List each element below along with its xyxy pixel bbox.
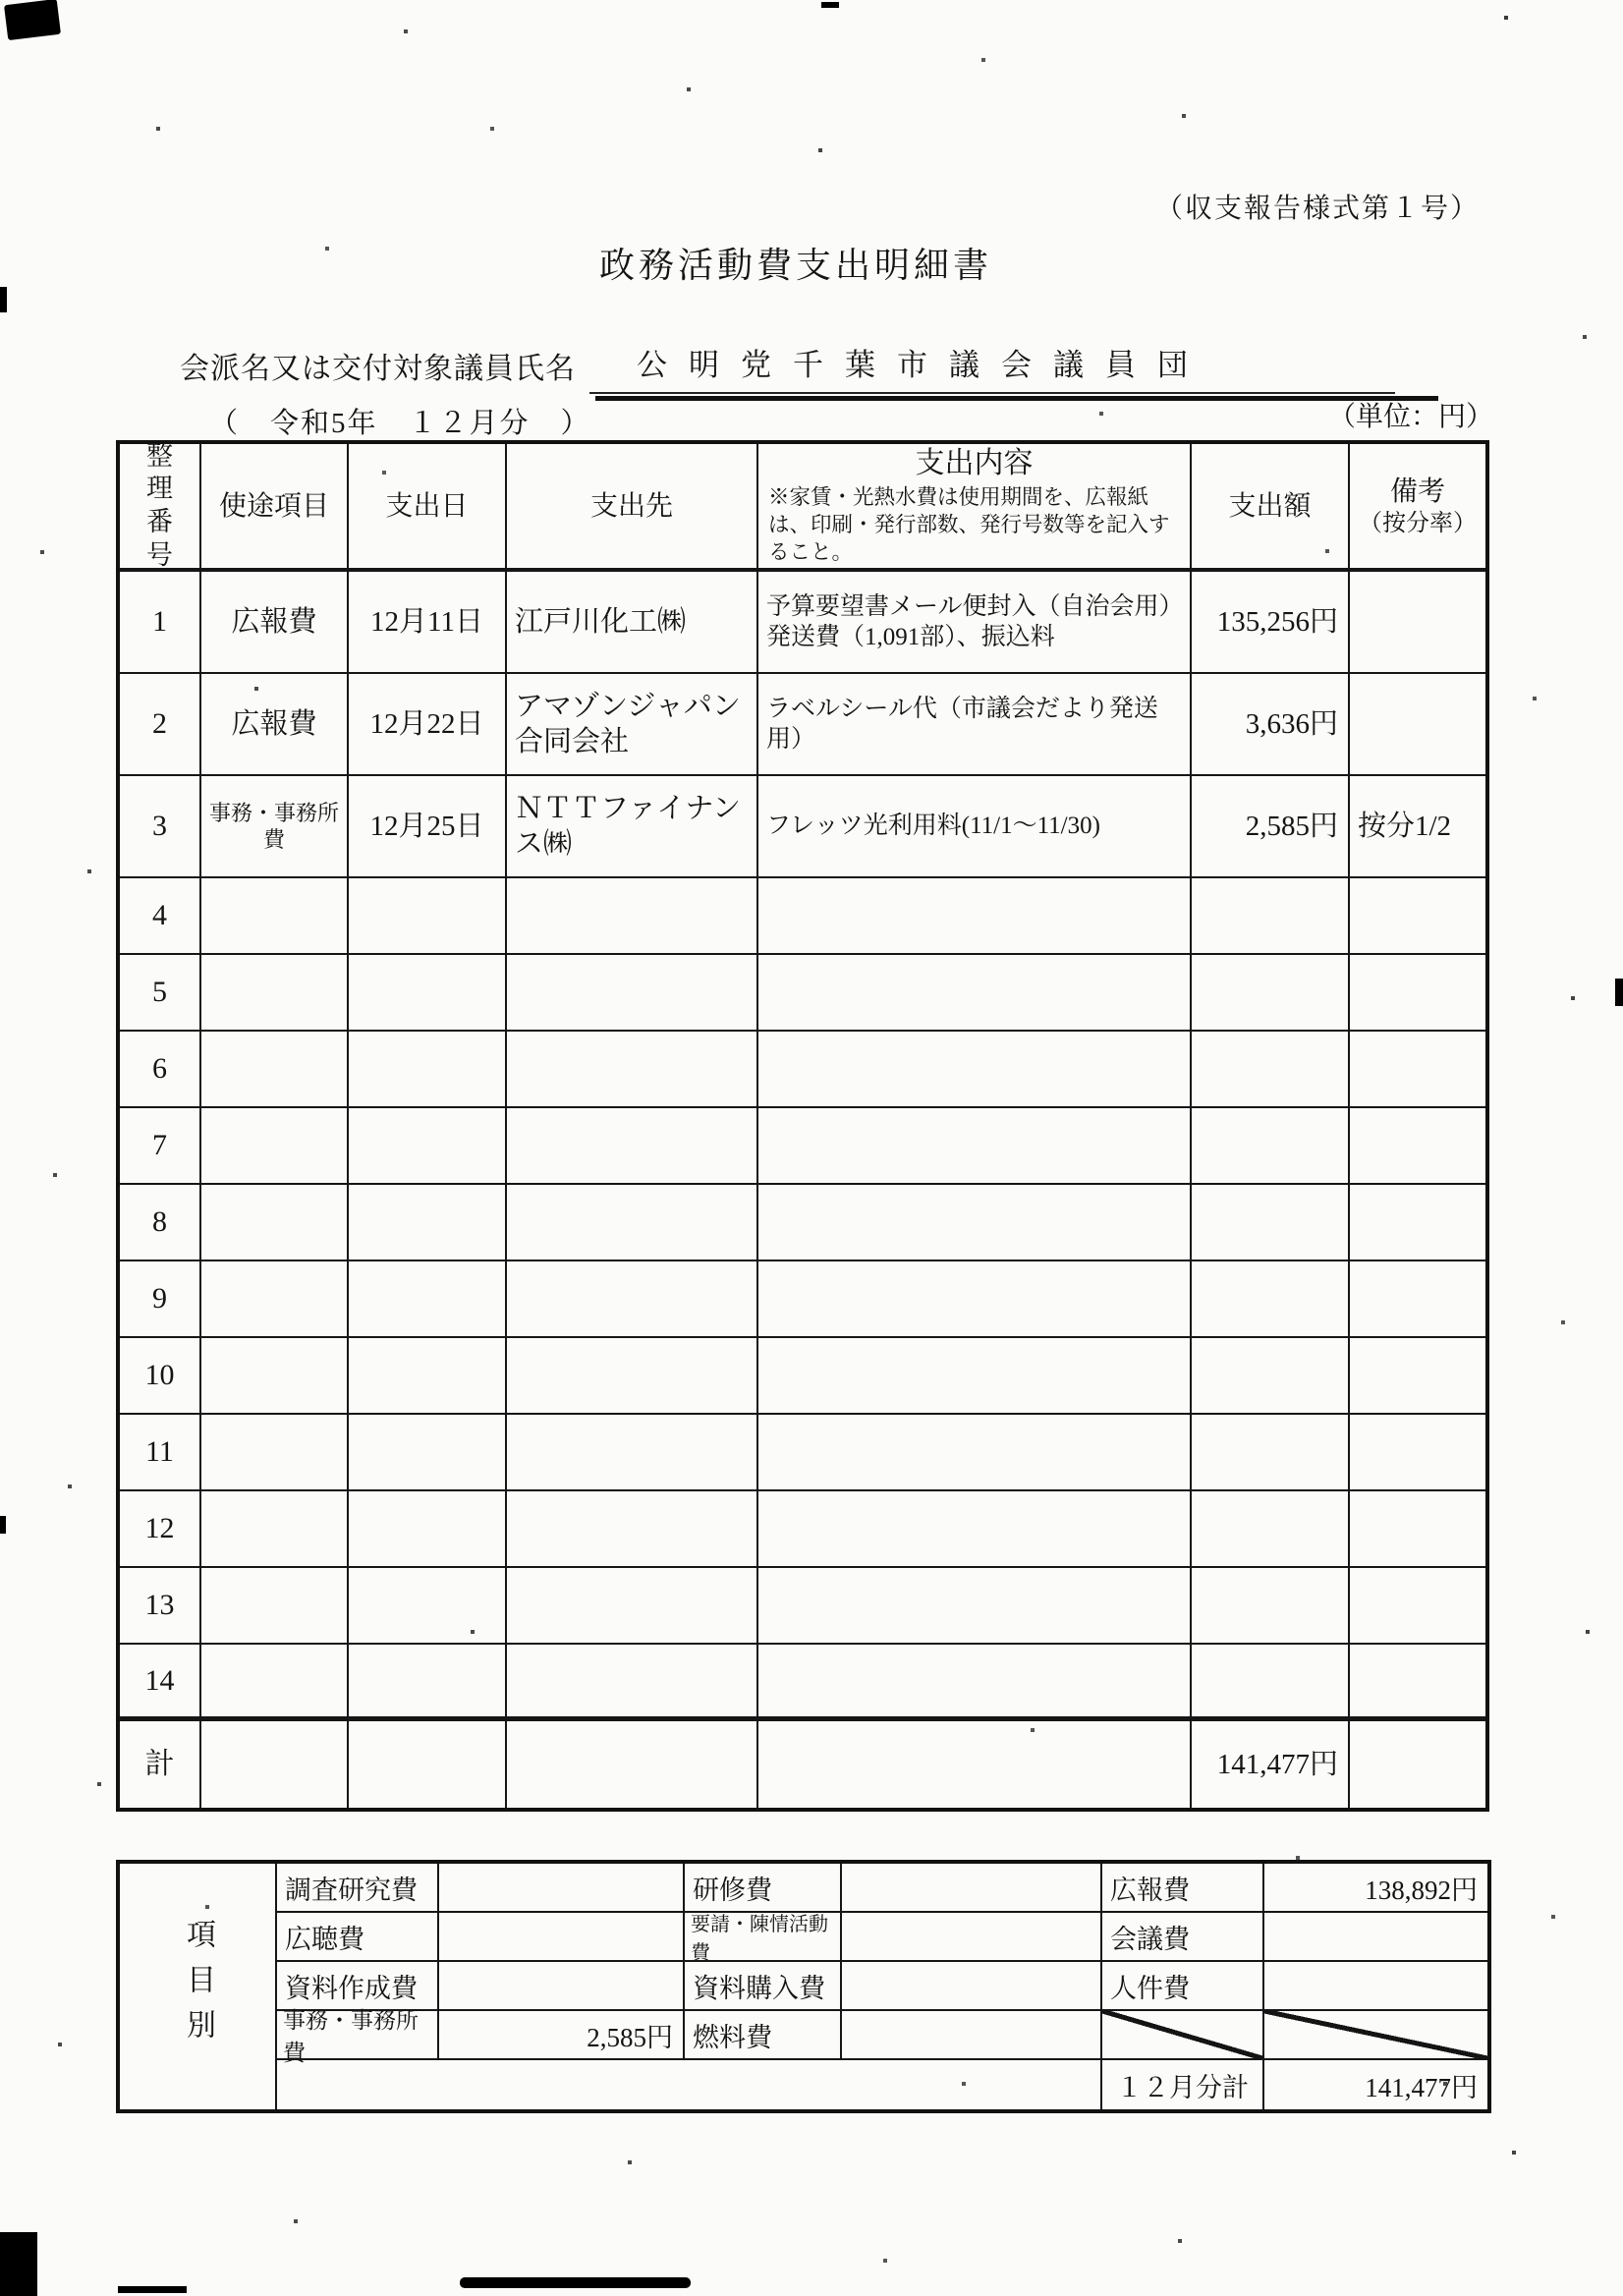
total-row-label: 計 <box>120 1721 201 1808</box>
row-5-content <box>758 955 1192 1032</box>
row-13-date <box>349 1568 507 1645</box>
row-3-no: 3 <box>120 776 201 878</box>
row-9-no: 9 <box>120 1261 201 1338</box>
row-5-category <box>201 955 349 1032</box>
row-3-amount: 2,585円 <box>1192 776 1350 878</box>
row-10-category <box>201 1338 349 1415</box>
period-label: （ 令和5年 １２月分 ） <box>209 408 591 439</box>
row-11-amount <box>1192 1415 1350 1491</box>
summary-label-training: 研修費 <box>685 1864 842 1913</box>
row-10-payee <box>507 1338 758 1415</box>
row-6-category <box>201 1032 349 1108</box>
summary-table <box>116 1860 1491 2113</box>
row-12-payee <box>507 1491 758 1568</box>
row-8-payee <box>507 1185 758 1261</box>
row-9-category <box>201 1261 349 1338</box>
unit-label: （単位：円） <box>1328 402 1494 432</box>
row-4-no: 4 <box>120 878 201 955</box>
summary-label-fuel: 燃料費 <box>685 2011 842 2060</box>
row-3-remarks: 按分1/2 <box>1350 776 1485 878</box>
row-7-no: 7 <box>120 1108 201 1185</box>
row-2-no: 2 <box>120 674 201 776</box>
header-content-title: 支出内容 <box>915 447 1034 480</box>
row-8-remarks <box>1350 1185 1485 1261</box>
total-row-remarks <box>1350 1721 1485 1808</box>
row-10-remarks <box>1350 1338 1485 1415</box>
header-date: 支出日 <box>349 444 507 572</box>
row-8-content <box>758 1185 1192 1261</box>
row-1-no: 1 <box>120 572 201 674</box>
row-2-payee: アマゾンジャパン合同会社 <box>507 674 758 776</box>
row-14-no: 14 <box>120 1645 201 1721</box>
scan-artifact-right-edge <box>1615 979 1623 1006</box>
scan-artifact-top-edge <box>821 2 839 8</box>
summary-value-office: 2,585円 <box>439 2011 685 2060</box>
header-amount: 支出額 <box>1192 444 1350 572</box>
monthly-total-label: １２月分計 <box>1102 2060 1264 2109</box>
row-10-date <box>349 1338 507 1415</box>
summary-value-hearing <box>439 1913 685 1962</box>
row-13-remarks <box>1350 1568 1485 1645</box>
row-7-content <box>758 1108 1192 1185</box>
row-8-date <box>349 1185 507 1261</box>
row-12-date <box>349 1491 507 1568</box>
row-5-payee <box>507 955 758 1032</box>
row-11-no: 11 <box>120 1415 201 1491</box>
scan-artifact-bottom-left <box>0 2232 37 2296</box>
row-1-payee: 江戸川化工㈱ <box>507 572 758 674</box>
row-10-no: 10 <box>120 1338 201 1415</box>
row-12-content <box>758 1491 1192 1568</box>
row-13-no: 13 <box>120 1568 201 1645</box>
total-row-payee <box>507 1721 758 1808</box>
row-13-payee <box>507 1568 758 1645</box>
row-10-content <box>758 1338 1192 1415</box>
row-8-category <box>201 1185 349 1261</box>
row-5-remarks <box>1350 955 1485 1032</box>
row-1-amount: 135,256円 <box>1192 572 1350 674</box>
summary-value-fuel <box>842 2011 1102 2060</box>
total-row-content <box>758 1721 1192 1808</box>
row-4-category <box>201 878 349 955</box>
summary-label-petition: 要請・陳情活動費 <box>685 1913 842 1962</box>
row-14-content <box>758 1645 1192 1721</box>
summary-label-hearing: 広聴費 <box>277 1913 439 1962</box>
row-2-content: ラベルシール代（市議会だより発送用） <box>758 674 1192 776</box>
row-13-amount <box>1192 1568 1350 1645</box>
scan-artifact-left-edge-2 <box>0 1516 6 1534</box>
row-2-remarks <box>1350 674 1485 776</box>
row-7-remarks <box>1350 1108 1485 1185</box>
recipient-underline-thin <box>589 392 1395 394</box>
expense-table <box>116 440 1489 1812</box>
row-5-no: 5 <box>120 955 201 1032</box>
monthly-total-value: 141,477円 <box>1365 2072 1478 2102</box>
row-14-date <box>349 1645 507 1721</box>
row-10-amount <box>1192 1338 1350 1415</box>
summary-label-office: 事務・事務所費 <box>277 2011 439 2060</box>
row-11-payee <box>507 1415 758 1491</box>
row-6-payee <box>507 1032 758 1108</box>
recipient-label: 会派名又は交付対象議員氏名 <box>180 353 576 385</box>
form-style-note: （収支報告様式第１号） <box>1155 194 1481 224</box>
row-5-amount <box>1192 955 1350 1032</box>
header-content <box>758 444 1192 572</box>
recipient-underline <box>595 396 1438 401</box>
row-8-amount <box>1192 1185 1350 1261</box>
row-6-no: 6 <box>120 1032 201 1108</box>
row-1-category: 広報費 <box>201 572 349 674</box>
page-title: 政務活動費支出明細書 <box>599 246 993 285</box>
summary-label-material-purchase: 資料購入費 <box>685 1962 842 2011</box>
row-2-date: 12月22日 <box>349 674 507 776</box>
recipient-name: 公明党千葉市議会議員団 <box>637 348 1209 382</box>
row-9-date <box>349 1261 507 1338</box>
row-3-payee: ＮＴＴファイナンス㈱ <box>507 776 758 878</box>
scan-artifact-bottom-smear-1 <box>460 2277 691 2288</box>
row-12-category <box>201 1491 349 1568</box>
header-content-note: ※家賃・光熱水費は使用期間を、広報紙は、印刷・発行部数、発行号数等を記入すること。 <box>768 484 1170 564</box>
summary-value-training <box>842 1864 1102 1913</box>
row-9-content <box>758 1261 1192 1338</box>
row-3-category: 事務・事務所費 <box>201 776 349 878</box>
row-9-amount <box>1192 1261 1350 1338</box>
header-no: 整理番号 <box>120 444 201 572</box>
row-6-date <box>349 1032 507 1108</box>
row-2-amount: 3,636円 <box>1192 674 1350 776</box>
summary-value-petition <box>842 1913 1102 1962</box>
row-4-remarks <box>1350 878 1485 955</box>
summary-value-meeting <box>1264 1913 1487 1962</box>
row-9-remarks <box>1350 1261 1485 1338</box>
row-3-date: 12月25日 <box>349 776 507 878</box>
summary-label-material-creation: 資料作成費 <box>277 1962 439 2011</box>
row-5-date <box>349 955 507 1032</box>
scan-artifact-bottom-smear-2 <box>118 2286 187 2293</box>
row-1-date: 12月11日 <box>349 572 507 674</box>
row-11-date <box>349 1415 507 1491</box>
summary-value-personnel <box>1264 1962 1487 2011</box>
row-7-amount <box>1192 1108 1350 1185</box>
header-remarks-line2: （按分率） <box>1359 510 1477 536</box>
summary-label-personnel: 人件費 <box>1102 1962 1264 2011</box>
row-14-category <box>201 1645 349 1721</box>
header-category: 使途項目 <box>201 444 349 572</box>
row-12-no: 12 <box>120 1491 201 1568</box>
row-14-amount <box>1192 1645 1350 1721</box>
scan-artifact-top-left <box>4 0 61 40</box>
row-12-remarks <box>1350 1491 1485 1568</box>
row-13-content <box>758 1568 1192 1645</box>
row-4-amount <box>1192 878 1350 955</box>
row-14-remarks <box>1350 1645 1485 1721</box>
summary-diagonal-cell-value <box>1264 2011 1487 2060</box>
row-1-content: 予算要望書メール便封入（自治会用）発送費（1,091部）、振込料 <box>758 572 1192 674</box>
row-6-content <box>758 1032 1192 1108</box>
header-payee: 支出先 <box>507 444 758 572</box>
summary-value-research <box>439 1864 685 1913</box>
header-remarks <box>1350 444 1485 572</box>
summary-label-research: 調査研究費 <box>277 1864 439 1913</box>
row-14-payee <box>507 1645 758 1721</box>
scan-speckles <box>0 0 2 2</box>
summary-value-pr: 138,892円 <box>1264 1864 1487 1913</box>
row-4-date <box>349 878 507 955</box>
row-11-category <box>201 1415 349 1491</box>
row-7-payee <box>507 1108 758 1185</box>
scan-artifact-left-edge-1 <box>0 287 7 312</box>
summary-value-material-creation <box>439 1962 685 2011</box>
row-7-category <box>201 1108 349 1185</box>
summary-group-label: 項目別 <box>120 1864 277 2109</box>
row-1-remarks <box>1350 572 1485 674</box>
row-11-remarks <box>1350 1415 1485 1491</box>
summary-value-material-purchase <box>842 1962 1102 2011</box>
row-3-content: フレッツ光利用料(11/1〜11/30) <box>758 776 1192 878</box>
total-row-amount: 141,477円 <box>1192 1721 1350 1808</box>
total-row-category <box>201 1721 349 1808</box>
summary-diagonal-cell-label <box>1102 2011 1264 2060</box>
row-7-date <box>349 1108 507 1185</box>
row-2-category: 広報費 <box>201 674 349 776</box>
row-9-payee <box>507 1261 758 1338</box>
summary-label-pr: 広報費 <box>1102 1864 1264 1913</box>
total-row-date <box>349 1721 507 1808</box>
header-remarks-line1: 備考 <box>1389 476 1445 507</box>
row-6-remarks <box>1350 1032 1485 1108</box>
row-11-content <box>758 1415 1192 1491</box>
row-4-content <box>758 878 1192 955</box>
row-6-amount <box>1192 1032 1350 1108</box>
row-8-no: 8 <box>120 1185 201 1261</box>
row-4-payee <box>507 878 758 955</box>
row-13-category <box>201 1568 349 1645</box>
summary-bottom-spacer <box>277 2060 1102 2109</box>
summary-label-meeting: 会議費 <box>1102 1913 1264 1962</box>
row-12-amount <box>1192 1491 1350 1568</box>
